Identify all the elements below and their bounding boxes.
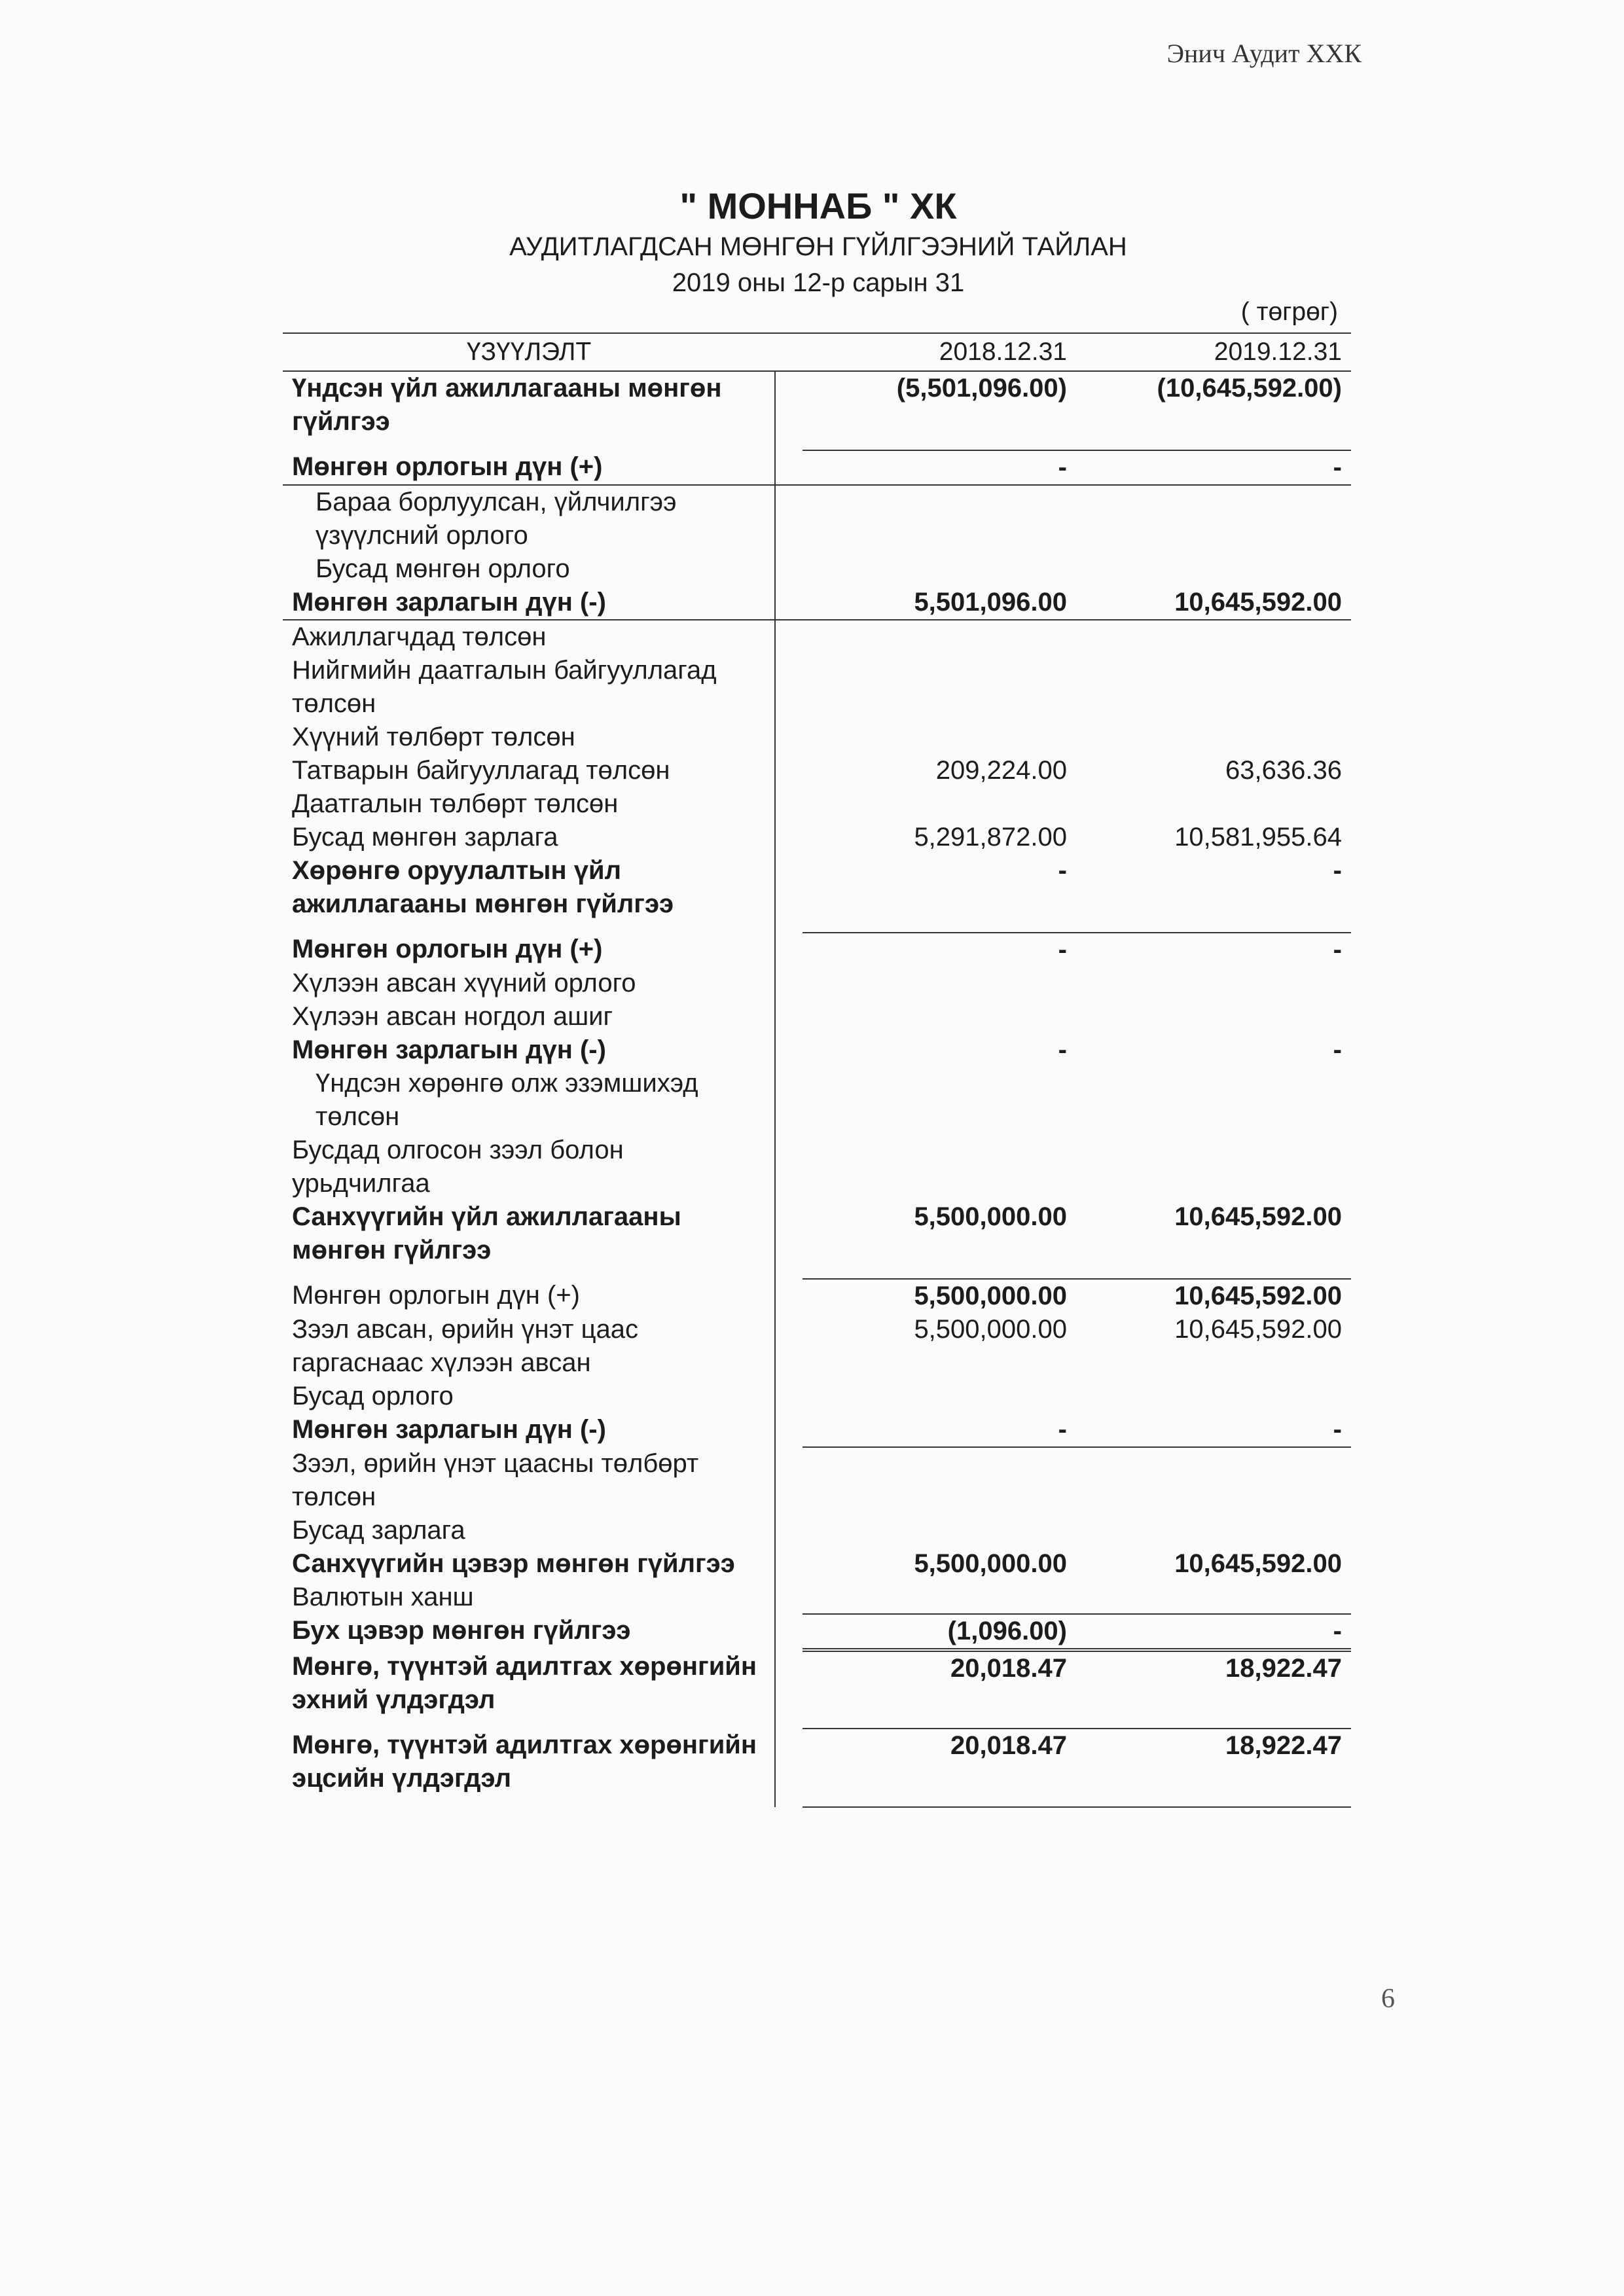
page-number: 6 <box>1381 1984 1395 2014</box>
row-label: Бараа борлуулсан, үйлчилгээ үзүүлсний орлого <box>283 485 775 552</box>
statement-title: АУДИТЛАГДСАН МӨНГӨН ГҮЙЛГЭЭНИЙ ТАЙЛАН <box>509 232 1127 261</box>
value-2018 <box>803 1447 1076 1514</box>
value-2018: 5,500,000.00 <box>803 1200 1076 1279</box>
row-label: Бусад зарлага <box>283 1514 775 1547</box>
value-2019 <box>1076 552 1351 586</box>
table-row <box>283 371 1351 450</box>
row-label: Үндсэн хөрөнгө олж эзэмшихэд төлсөн <box>283 1067 775 1134</box>
value-2018: - <box>803 854 1076 933</box>
value-2019: 18,922.47 <box>1076 1729 1351 1807</box>
value-2019: - <box>1076 1614 1351 1650</box>
row-label: Ажиллагчдад төлсөн <box>283 620 775 654</box>
value-2018: - <box>803 450 1076 485</box>
value-2019 <box>1076 1447 1351 1514</box>
value-2019 <box>1076 787 1351 821</box>
table-row <box>283 1313 1351 1380</box>
value-2019: 10,645,592.00 <box>1076 586 1351 620</box>
row-label: Даатгалын төлбөрт төлсөн <box>283 787 775 821</box>
value-2019 <box>1076 721 1351 754</box>
table-row <box>283 1614 1351 1650</box>
value-2019: - <box>1076 854 1351 933</box>
table-row <box>283 1067 1351 1134</box>
table-row <box>283 721 1351 754</box>
row-label: Зээл авсан, өрийн үнэт цаас гаргаснаас хүлээн авсан <box>283 1313 775 1380</box>
row-label: Мөнгөн зарлагын дүн (-) <box>283 1033 775 1067</box>
value-2018: - <box>1058 1035 1067 1064</box>
table-row <box>283 1581 1351 1614</box>
table-row <box>283 552 1351 586</box>
value-2018: 5,291,872.00 <box>914 823 1067 852</box>
table-row <box>283 821 1351 854</box>
row-label: Бусад мөнгөн орлого <box>283 552 775 586</box>
row-label: Валютын ханш <box>283 1581 775 1614</box>
value-2018: - <box>803 1413 1076 1447</box>
row-label: Мөнгө, түүнтэй адилтгах хөрөнгийн эцсийн үлдэгдэл <box>283 1729 775 1807</box>
value-2019 <box>1076 654 1351 721</box>
value-2018: 20,018.47 <box>803 1729 1076 1807</box>
value-2018: - <box>1058 935 1067 964</box>
value-2018 <box>803 721 1076 754</box>
currency-unit: ( төгрөг) <box>1240 298 1338 326</box>
value-2019 <box>1076 1134 1351 1200</box>
value-2018 <box>803 1067 1076 1134</box>
value-2018: 5,501,096.00 <box>803 586 1076 620</box>
table-row <box>283 450 1351 485</box>
cash-flow-table <box>283 332 1351 1808</box>
table-row <box>283 854 1351 933</box>
table-row <box>283 1134 1351 1200</box>
row-label: Хүлээн авсан хүүний орлого <box>283 967 775 1000</box>
value-2018 <box>803 654 1076 721</box>
value-2018: 5,500,000.00 <box>914 1549 1067 1578</box>
row-label: Зээл, өрийн үнэт цаасны төлбөрт төлсөн <box>283 1447 775 1514</box>
value-2018 <box>803 1581 1076 1614</box>
row-label: Хөрөнгө оруулалтын үйл ажиллагааны мөнгөн гүйлгээ <box>283 854 775 933</box>
value-2019 <box>1076 1581 1351 1614</box>
row-label: Үндсэн үйл ажиллагааны мөнгөн гүйлгээ <box>283 371 775 450</box>
value-2018: 20,018.47 <box>803 1650 1076 1729</box>
value-2018 <box>803 485 1076 552</box>
table-row <box>283 1447 1351 1514</box>
table-row <box>283 1380 1351 1413</box>
table-row <box>283 967 1351 1000</box>
value-2018 <box>803 967 1076 1000</box>
value-2018: (5,501,096.00) <box>803 371 1076 450</box>
value-2019: 10,645,592.00 <box>1174 1315 1342 1344</box>
table-row <box>283 1650 1351 1729</box>
row-label: Бусдад олгосон зээл болон урьдчилгаа <box>283 1134 775 1200</box>
table-row <box>283 1729 1351 1807</box>
value-2018 <box>803 787 1076 821</box>
table-row <box>283 1033 1351 1067</box>
value-2019: 18,922.47 <box>1076 1650 1351 1729</box>
value-2018 <box>803 552 1076 586</box>
value-2019: - <box>1333 1035 1342 1064</box>
statement-titles <box>367 183 1270 301</box>
table-row <box>283 933 1351 967</box>
value-2019: (10,645,592.00) <box>1076 371 1351 450</box>
row-label: Бух цэвэр мөнгөн гүйлгээ <box>283 1614 775 1650</box>
table-row <box>283 754 1351 787</box>
table-header-row <box>283 333 1351 371</box>
value-2019: 10,645,592.00 <box>1076 1200 1351 1279</box>
row-label: Бусад мөнгөн зарлага <box>283 821 775 854</box>
value-2018 <box>803 1134 1076 1200</box>
value-2018 <box>803 620 1076 654</box>
row-label: Санхүүгийн үйл ажиллагааны мөнгөн гүйлгээ <box>283 1200 775 1279</box>
value-2019 <box>1076 1514 1351 1547</box>
row-label: Хүлээн авсан ногдол ашиг <box>283 1000 775 1033</box>
table-row <box>283 586 1351 620</box>
row-label: Мөнгөн орлогын дүн (+) <box>283 933 775 967</box>
table-row <box>283 787 1351 821</box>
auditor-header: Энич Аудит ХХК <box>1166 39 1362 68</box>
statement-date: 2019 оны 12-р сарын 31 <box>672 268 965 297</box>
value-2019 <box>1076 485 1351 552</box>
column-header-2019: 2019.12.31 <box>1076 333 1351 371</box>
value-2019: 10,581,955.64 <box>1174 823 1342 852</box>
value-2019: 63,636.36 <box>1225 756 1342 785</box>
value-2018 <box>803 1000 1076 1033</box>
row-label: Татварын байгууллагад төлсөн <box>283 754 775 787</box>
value-2019: - <box>1076 1413 1351 1447</box>
company-name: " МОННАБ " ХК <box>679 185 957 226</box>
value-2019: - <box>1333 935 1342 964</box>
table-row <box>283 1413 1351 1447</box>
table-row <box>283 1514 1351 1547</box>
value-2019: 10,645,592.00 <box>1174 1549 1342 1578</box>
row-label: Санхүүгийн цэвэр мөнгөн гүйлгээ <box>283 1547 775 1581</box>
value-2019 <box>1076 1000 1351 1033</box>
row-label: Хүүний төлбөрт төлсөн <box>283 721 775 754</box>
value-2019: - <box>1076 450 1351 485</box>
row-label: Мөнгөн орлогын дүн (+) <box>283 1279 775 1313</box>
row-label: Бусад орлого <box>283 1380 775 1413</box>
value-2018 <box>803 1514 1076 1547</box>
value-2019: 10,645,592.00 <box>1174 1282 1342 1310</box>
value-2018 <box>803 1380 1076 1413</box>
table-row <box>283 620 1351 654</box>
value-2019 <box>1076 967 1351 1000</box>
table-row <box>283 485 1351 552</box>
value-2018: 5,500,000.00 <box>914 1282 1067 1310</box>
column-header-2018: 2018.12.31 <box>803 333 1076 371</box>
table-row <box>283 1200 1351 1279</box>
value-2018: 209,224.00 <box>935 756 1067 785</box>
row-label: Нийгмийн даатгалын байгууллагад төлсөн <box>283 654 775 721</box>
value-2019 <box>1076 1067 1351 1134</box>
table-row <box>283 1547 1351 1581</box>
row-label: Мөнгөн зарлагын дүн (-) <box>283 586 775 620</box>
row-label: Мөнгөн орлогын дүн (+) <box>283 450 775 485</box>
column-header-indicator: ҮЗҮҮЛЭЛТ <box>283 333 775 371</box>
row-label: Мөнгөн зарлагын дүн (-) <box>283 1413 775 1447</box>
table-row <box>283 654 1351 721</box>
value-2018: (1,096.00) <box>803 1614 1076 1650</box>
table-row <box>283 1000 1351 1033</box>
value-2019 <box>1076 620 1351 654</box>
value-2018: 5,500,000.00 <box>914 1315 1067 1344</box>
row-label: Мөнгө, түүнтэй адилтгах хөрөнгийн эхний үлдэгдэл <box>283 1650 775 1729</box>
value-2019 <box>1076 1380 1351 1413</box>
table-row <box>283 1279 1351 1313</box>
